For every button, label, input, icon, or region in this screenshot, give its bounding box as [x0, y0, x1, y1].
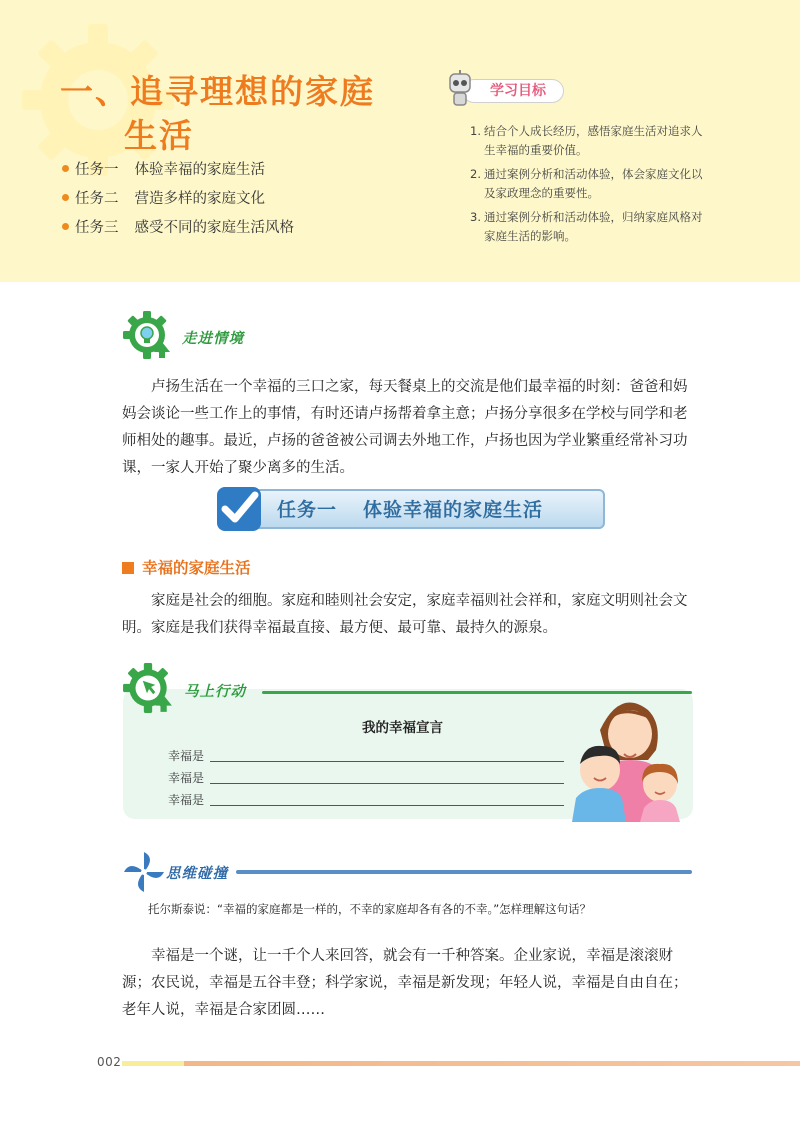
scenario-label: 走进情境 [182, 331, 244, 347]
action-title: 我的幸福宣言 [362, 720, 443, 736]
task-banner [215, 485, 605, 533]
square-bullet-icon [122, 562, 134, 574]
section-paragraph: 家庭是社会的细胞。家庭和睦则社会安定，家庭幸福则社会祥和，家庭文明则社会文明。家庭是我们获得幸福最直接、最方便、最可靠、最持久的源泉。 [122, 593, 688, 636]
objectives-label: 学习目标 [490, 83, 546, 99]
task-list-item [62, 185, 294, 214]
task-list-item [62, 214, 294, 243]
objective-number: 2. [470, 167, 481, 181]
chapter-title-line1: 一、追寻理想的家庭 [60, 72, 375, 111]
objective-number: 3. [470, 210, 481, 224]
pinwheel-icon [122, 850, 166, 894]
task-label: 感受不同的家庭生活风格 [134, 220, 294, 236]
think-divider [236, 870, 692, 874]
fill-line-label: 幸福是 [168, 749, 205, 763]
robot-mascot-icon [444, 70, 478, 110]
think-label: 思维碰撞 [166, 866, 228, 882]
footer-bar [122, 1061, 184, 1066]
objective-text: 通过案例分析和活动体验，归纳家庭风格对家庭生活的影响。 [484, 210, 703, 243]
task-number: 任务三 [75, 220, 119, 236]
lightbulb-icon [122, 310, 172, 360]
objective-item [470, 208, 710, 246]
bullet-icon [62, 165, 69, 172]
scenario-badge [122, 310, 292, 360]
closing-paragraph: 幸福是一个谜，让一千个人来回答，就会有一千种答案。企业家说，幸福是滚滚财源；农民说，幸福是五谷丰登；科学家说，幸福是新发现；年轻人说，幸福是自由自在；老年人说，幸福是合家团圆…… [122, 948, 688, 1018]
task-list [62, 156, 294, 243]
checkmark-icon [215, 485, 263, 533]
task-number: 任务二 [75, 191, 119, 207]
objective-item [470, 122, 710, 160]
fill-line-3 [168, 791, 204, 808]
task-label: 体验幸福的家庭生活 [134, 162, 265, 178]
hand-pointer-icon [122, 662, 174, 714]
objective-item [470, 165, 710, 203]
scenario-paragraph: 卢扬生活在一个幸福的三口之家，每天餐桌上的交流是他们最幸福的时刻：爸爸和妈妈会谈论一些工作上的事情，有时还请卢扬帮着拿主意；卢扬分享很多在学校与同学和老师相处的趣事。最近，卢扬的爸爸被公司调去外地工作，卢扬也因为学业繁重经常补习功课，一家人开始了聚少离多的生活。 [122, 379, 688, 476]
bullet-icon [62, 194, 69, 201]
objective-number: 1. [470, 124, 481, 138]
task-label: 营造多样的家庭文化 [134, 191, 265, 207]
think-badge [122, 850, 242, 892]
chapter-title-line2: 生活 [124, 116, 194, 155]
think-quote: 托尔斯泰说：“幸福的家庭都是一样的，不幸的家庭却各有各的不幸。”怎样理解这句话？ [148, 902, 592, 916]
fill-line-label: 幸福是 [168, 771, 205, 785]
task-banner-label: 体验幸福的家庭生活 [363, 499, 544, 521]
fill-line-label: 幸福是 [168, 793, 205, 807]
objective-text: 结合个人成长经历，感悟家庭生活对追求人生幸福的重要价值。 [484, 124, 703, 157]
fill-line-1 [168, 747, 204, 764]
chapter-title [60, 70, 375, 158]
objectives-list [470, 122, 710, 251]
objectives-badge [444, 70, 566, 106]
action-label: 马上行动 [184, 684, 246, 700]
family-illustration [570, 690, 694, 822]
fill-line-2 [168, 769, 204, 786]
task-number: 任务一 [75, 162, 119, 178]
footer-bar [184, 1061, 800, 1066]
task-list-item [62, 156, 294, 185]
bullet-icon [62, 223, 69, 230]
task-banner-number: 任务一 [277, 499, 338, 521]
page-number: 002 [97, 1055, 122, 1069]
chapter-header [0, 0, 800, 282]
section-heading-text: 幸福的家庭生活 [142, 559, 251, 577]
objective-text: 通过案例分析和活动体验，体会家庭文化以及家政理念的重要性。 [484, 167, 703, 200]
section-heading [122, 556, 251, 578]
